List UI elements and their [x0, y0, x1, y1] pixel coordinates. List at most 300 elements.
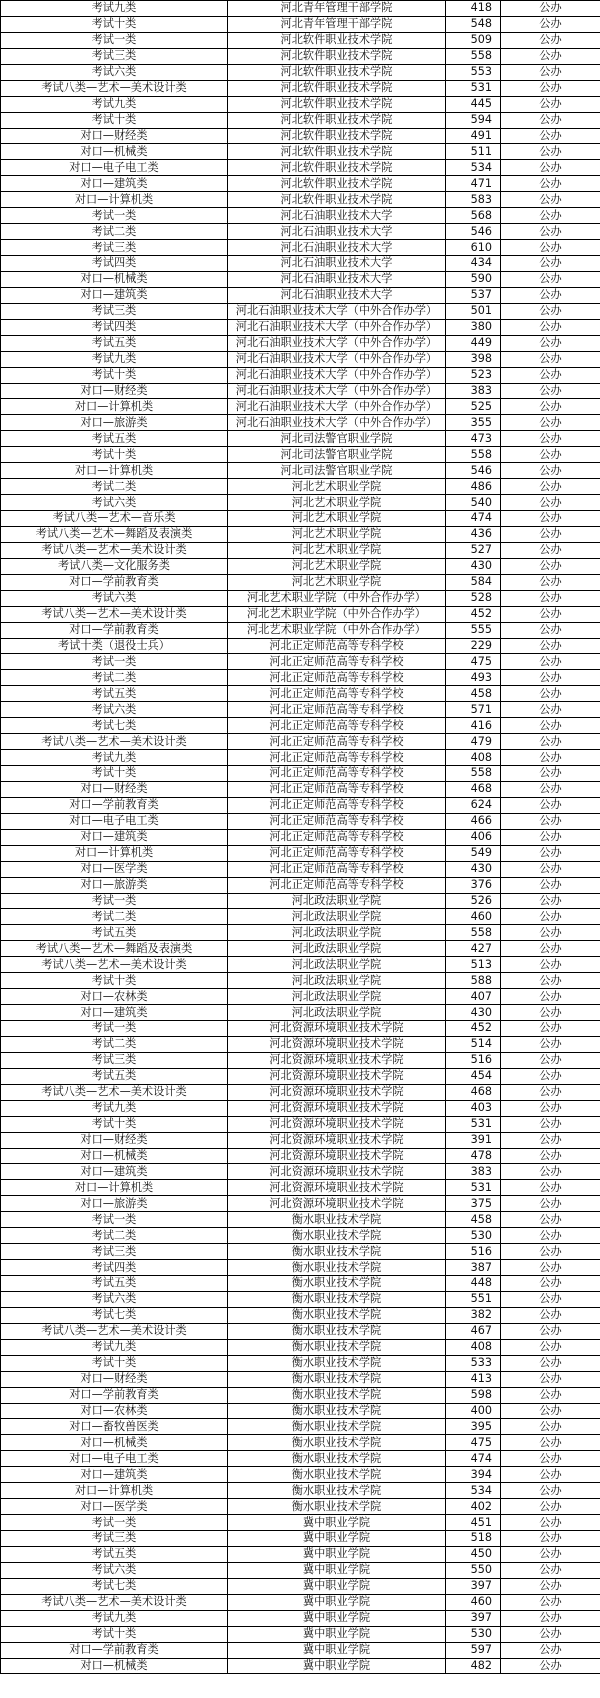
- type-cell: 公办: [501, 1148, 600, 1164]
- school-cell: 冀中职业学院: [228, 1610, 446, 1626]
- type-cell: 公办: [501, 208, 600, 224]
- category-cell: 对口—学前教育类: [1, 622, 228, 638]
- score-cell: 355: [446, 415, 501, 431]
- table-row: [1, 542, 600, 558]
- score-cell: 406: [446, 829, 501, 845]
- score-cell: 540: [446, 495, 501, 511]
- table-row: [1, 1291, 600, 1307]
- category-cell: 对口—机械类: [1, 271, 228, 287]
- score-cell: 391: [446, 1132, 501, 1148]
- category-cell: 考试九类: [1, 1, 228, 17]
- score-cell: 416: [446, 718, 501, 734]
- category-cell: 考试八类—艺术—舞蹈及表演类: [1, 941, 228, 957]
- school-cell: 河北青年管理干部学院: [228, 16, 446, 32]
- school-cell: 河北正定师范高等专科学校: [228, 781, 446, 797]
- table-row: [1, 606, 600, 622]
- type-cell: 公办: [501, 240, 600, 256]
- score-cell: 509: [446, 32, 501, 48]
- school-cell: 衡水职业技术学院: [228, 1276, 446, 1292]
- score-cell: 523: [446, 367, 501, 383]
- table-row: [1, 447, 600, 463]
- score-cell: 513: [446, 957, 501, 973]
- score-cell: 546: [446, 224, 501, 240]
- school-cell: 河北石油职业技术大学: [228, 240, 446, 256]
- score-cell: 479: [446, 734, 501, 750]
- table-row: [1, 1005, 600, 1021]
- score-cell: 527: [446, 542, 501, 558]
- type-cell: 公办: [501, 1658, 600, 1674]
- school-cell: 河北石油职业技术大学（中外合作办学）: [228, 415, 446, 431]
- category-cell: 考试一类: [1, 893, 228, 909]
- school-cell: 河北石油职业技术大学: [228, 287, 446, 303]
- type-cell: 公办: [501, 654, 600, 670]
- school-cell: 河北正定师范高等专科学校: [228, 877, 446, 893]
- table-row: [1, 1387, 600, 1403]
- type-cell: 公办: [501, 1116, 600, 1132]
- school-cell: 河北政法职业学院: [228, 893, 446, 909]
- category-cell: 考试一类: [1, 1212, 228, 1228]
- category-cell: 考试三类: [1, 240, 228, 256]
- school-cell: 河北艺术职业学院: [228, 574, 446, 590]
- score-cell: 571: [446, 702, 501, 718]
- table-row: [1, 1323, 600, 1339]
- category-cell: 对口—电子电工类: [1, 160, 228, 176]
- school-cell: 河北软件职业技术学院: [228, 80, 446, 96]
- school-cell: 衡水职业技术学院: [228, 1419, 446, 1435]
- category-cell: 考试五类: [1, 1546, 228, 1562]
- type-cell: 公办: [501, 1451, 600, 1467]
- school-cell: 河北资源环境职业技术学院: [228, 1148, 446, 1164]
- score-cell: 413: [446, 1371, 501, 1387]
- table-row: [1, 160, 600, 176]
- category-cell: 考试十类: [1, 766, 228, 782]
- type-cell: 公办: [501, 606, 600, 622]
- table-row: [1, 64, 600, 80]
- table-row: [1, 1642, 600, 1658]
- score-cell: 452: [446, 606, 501, 622]
- school-cell: 衡水职业技术学院: [228, 1387, 446, 1403]
- category-cell: 考试九类: [1, 1100, 228, 1116]
- score-cell: 537: [446, 287, 501, 303]
- school-cell: 河北政法职业学院: [228, 957, 446, 973]
- category-cell: 对口—财经类: [1, 128, 228, 144]
- table-row: [1, 96, 600, 112]
- type-cell: 公办: [501, 766, 600, 782]
- school-cell: 冀中职业学院: [228, 1578, 446, 1594]
- type-cell: 公办: [501, 256, 600, 272]
- table-row: [1, 319, 600, 335]
- table-row: [1, 1036, 600, 1052]
- category-cell: 考试八类—艺术—美术设计类: [1, 1323, 228, 1339]
- school-cell: 衡水职业技术学院: [228, 1228, 446, 1244]
- category-cell: 考试八类—艺术—舞蹈及表演类: [1, 526, 228, 542]
- school-cell: 冀中职业学院: [228, 1626, 446, 1642]
- category-cell: 对口—机械类: [1, 1148, 228, 1164]
- type-cell: 公办: [501, 415, 600, 431]
- type-cell: 公办: [501, 367, 600, 383]
- score-cell: 534: [446, 160, 501, 176]
- table-row: [1, 224, 600, 240]
- category-cell: 考试九类: [1, 750, 228, 766]
- table-row: [1, 558, 600, 574]
- school-cell: 河北艺术职业学院: [228, 479, 446, 495]
- type-cell: 公办: [501, 702, 600, 718]
- type-cell: 公办: [501, 1212, 600, 1228]
- table-row: [1, 303, 600, 319]
- category-cell: 考试一类: [1, 1515, 228, 1531]
- school-cell: 河北石油职业技术大学（中外合作办学）: [228, 367, 446, 383]
- type-cell: 公办: [501, 80, 600, 96]
- type-cell: 公办: [501, 813, 600, 829]
- category-cell: 考试八类—艺术—美术设计类: [1, 1594, 228, 1610]
- category-cell: 考试八类—艺术—音乐类: [1, 511, 228, 527]
- table-row: [1, 351, 600, 367]
- type-cell: 公办: [501, 224, 600, 240]
- school-cell: 河北资源环境职业技术学院: [228, 1100, 446, 1116]
- category-cell: 对口—建筑类: [1, 829, 228, 845]
- table-row: [1, 1499, 600, 1515]
- type-cell: 公办: [501, 1339, 600, 1355]
- table-row: [1, 1132, 600, 1148]
- category-cell: 对口—建筑类: [1, 1467, 228, 1483]
- category-cell: 对口—旅游类: [1, 1196, 228, 1212]
- table-row: [1, 1483, 600, 1499]
- score-cell: 449: [446, 335, 501, 351]
- school-cell: 冀中职业学院: [228, 1515, 446, 1531]
- score-cell: 427: [446, 941, 501, 957]
- school-cell: 河北政法职业学院: [228, 925, 446, 941]
- score-cell: 403: [446, 1100, 501, 1116]
- score-cell: 430: [446, 1005, 501, 1021]
- score-cell: 528: [446, 590, 501, 606]
- table-row: [1, 766, 600, 782]
- score-cell: 555: [446, 622, 501, 638]
- category-cell: 考试八类—艺术—美术设计类: [1, 606, 228, 622]
- category-cell: 对口—计算机类: [1, 463, 228, 479]
- table-row: [1, 128, 600, 144]
- score-cell: 549: [446, 845, 501, 861]
- type-cell: 公办: [501, 112, 600, 128]
- category-cell: 对口—学前教育类: [1, 1642, 228, 1658]
- type-cell: 公办: [501, 1180, 600, 1196]
- table-row: [1, 781, 600, 797]
- school-cell: 河北软件职业技术学院: [228, 192, 446, 208]
- school-cell: 河北软件职业技术学院: [228, 48, 446, 64]
- type-cell: 公办: [501, 32, 600, 48]
- school-cell: 河北资源环境职业技术学院: [228, 1180, 446, 1196]
- score-cell: 530: [446, 1626, 501, 1642]
- score-cell: 445: [446, 96, 501, 112]
- category-cell: 考试九类: [1, 96, 228, 112]
- score-cell: 451: [446, 1515, 501, 1531]
- school-cell: 河北资源环境职业技术学院: [228, 1084, 446, 1100]
- category-cell: 对口—建筑类: [1, 1164, 228, 1180]
- score-cell: 400: [446, 1403, 501, 1419]
- score-cell: 530: [446, 1228, 501, 1244]
- category-cell: 考试十类: [1, 447, 228, 463]
- type-cell: 公办: [501, 511, 600, 527]
- score-cell: 395: [446, 1419, 501, 1435]
- score-cell: 511: [446, 144, 501, 160]
- category-cell: 考试九类: [1, 351, 228, 367]
- category-cell: 考试四类: [1, 256, 228, 272]
- school-cell: 河北资源环境职业技术学院: [228, 1052, 446, 1068]
- type-cell: 公办: [501, 1244, 600, 1260]
- score-cell: 482: [446, 1658, 501, 1674]
- school-cell: 河北艺术职业学院: [228, 542, 446, 558]
- category-cell: 对口—计算机类: [1, 845, 228, 861]
- type-cell: 公办: [501, 638, 600, 654]
- school-cell: 河北资源环境职业技术学院: [228, 1164, 446, 1180]
- type-cell: 公办: [501, 861, 600, 877]
- type-cell: 公办: [501, 447, 600, 463]
- school-cell: 河北正定师范高等专科学校: [228, 845, 446, 861]
- school-cell: 河北正定师范高等专科学校: [228, 734, 446, 750]
- table-row: [1, 686, 600, 702]
- category-cell: 考试十类: [1, 973, 228, 989]
- category-cell: 对口—旅游类: [1, 877, 228, 893]
- score-cell: 493: [446, 670, 501, 686]
- category-cell: 考试十类: [1, 1355, 228, 1371]
- score-cell: 473: [446, 431, 501, 447]
- score-cell: 558: [446, 48, 501, 64]
- table-row: [1, 1100, 600, 1116]
- table-row: [1, 1196, 600, 1212]
- school-cell: 冀中职业学院: [228, 1531, 446, 1547]
- score-cell: 594: [446, 112, 501, 128]
- table-row: [1, 415, 600, 431]
- table-row: [1, 957, 600, 973]
- type-cell: 公办: [501, 1355, 600, 1371]
- table-row: [1, 638, 600, 654]
- score-cell: 553: [446, 64, 501, 80]
- school-cell: 河北政法职业学院: [228, 989, 446, 1005]
- category-cell: 对口—旅游类: [1, 415, 228, 431]
- category-cell: 考试六类: [1, 1291, 228, 1307]
- table-row: [1, 734, 600, 750]
- table-row: [1, 1658, 600, 1674]
- score-cell: 478: [446, 1148, 501, 1164]
- type-cell: 公办: [501, 845, 600, 861]
- type-cell: 公办: [501, 1100, 600, 1116]
- score-cell: 458: [446, 1212, 501, 1228]
- type-cell: 公办: [501, 1260, 600, 1276]
- type-cell: 公办: [501, 1036, 600, 1052]
- table-row: [1, 1, 600, 17]
- school-cell: 河北资源环境职业技术学院: [228, 1068, 446, 1084]
- table-row: [1, 1467, 600, 1483]
- table-row: [1, 335, 600, 351]
- category-cell: 对口—机械类: [1, 1658, 228, 1674]
- school-cell: 河北艺术职业学院（中外合作办学）: [228, 622, 446, 638]
- category-cell: 考试二类: [1, 479, 228, 495]
- school-cell: 河北艺术职业学院: [228, 511, 446, 527]
- school-cell: 衡水职业技术学院: [228, 1435, 446, 1451]
- score-cell: 407: [446, 989, 501, 1005]
- school-cell: 河北政法职业学院: [228, 941, 446, 957]
- type-cell: 公办: [501, 558, 600, 574]
- school-cell: 河北正定师范高等专科学校: [228, 813, 446, 829]
- type-cell: 公办: [501, 399, 600, 415]
- school-cell: 河北正定师范高等专科学校: [228, 829, 446, 845]
- category-cell: 考试三类: [1, 48, 228, 64]
- type-cell: 公办: [501, 1307, 600, 1323]
- table-row: [1, 1562, 600, 1578]
- type-cell: 公办: [501, 351, 600, 367]
- school-cell: 衡水职业技术学院: [228, 1323, 446, 1339]
- type-cell: 公办: [501, 160, 600, 176]
- table-row: [1, 1021, 600, 1037]
- table-row: [1, 1531, 600, 1547]
- category-cell: 对口—建筑类: [1, 1005, 228, 1021]
- table-row: [1, 1339, 600, 1355]
- table-row: [1, 1068, 600, 1084]
- table-row: [1, 495, 600, 511]
- table-row: [1, 893, 600, 909]
- school-cell: 河北软件职业技术学院: [228, 176, 446, 192]
- type-cell: 公办: [501, 1084, 600, 1100]
- table-row: [1, 176, 600, 192]
- score-cell: 514: [446, 1036, 501, 1052]
- score-cell: 533: [446, 1355, 501, 1371]
- score-cell: 583: [446, 192, 501, 208]
- score-cell: 380: [446, 319, 501, 335]
- type-cell: 公办: [501, 1499, 600, 1515]
- category-cell: 考试五类: [1, 1276, 228, 1292]
- school-cell: 冀中职业学院: [228, 1562, 446, 1578]
- type-cell: 公办: [501, 1052, 600, 1068]
- type-cell: 公办: [501, 989, 600, 1005]
- score-cell: 383: [446, 383, 501, 399]
- category-cell: 考试十类: [1, 1626, 228, 1642]
- category-cell: 考试一类: [1, 32, 228, 48]
- table-row: [1, 144, 600, 160]
- table-row: [1, 909, 600, 925]
- score-cell: 408: [446, 750, 501, 766]
- category-cell: 考试八类—艺术—美术设计类: [1, 957, 228, 973]
- category-cell: 考试三类: [1, 1052, 228, 1068]
- category-cell: 对口—医学类: [1, 1499, 228, 1515]
- table-row: [1, 383, 600, 399]
- type-cell: 公办: [501, 526, 600, 542]
- type-cell: 公办: [501, 96, 600, 112]
- type-cell: 公办: [501, 1291, 600, 1307]
- type-cell: 公办: [501, 64, 600, 80]
- category-cell: 考试十类: [1, 16, 228, 32]
- type-cell: 公办: [501, 1610, 600, 1626]
- table-row: [1, 431, 600, 447]
- table-row: [1, 1276, 600, 1292]
- school-cell: 衡水职业技术学院: [228, 1451, 446, 1467]
- type-cell: 公办: [501, 750, 600, 766]
- category-cell: 对口—财经类: [1, 1371, 228, 1387]
- type-cell: 公办: [501, 48, 600, 64]
- table-row: [1, 813, 600, 829]
- table-row: [1, 925, 600, 941]
- school-cell: 河北石油职业技术大学（中外合作办学）: [228, 335, 446, 351]
- category-cell: 考试二类: [1, 1228, 228, 1244]
- type-cell: 公办: [501, 542, 600, 558]
- school-cell: 河北政法职业学院: [228, 1005, 446, 1021]
- type-cell: 公办: [501, 909, 600, 925]
- type-cell: 公办: [501, 463, 600, 479]
- table-row: [1, 877, 600, 893]
- category-cell: 对口—学前教育类: [1, 574, 228, 590]
- type-cell: 公办: [501, 686, 600, 702]
- table-row: [1, 1260, 600, 1276]
- type-cell: 公办: [501, 925, 600, 941]
- type-cell: 公办: [501, 797, 600, 813]
- school-cell: 河北艺术职业学院（中外合作办学）: [228, 606, 446, 622]
- school-cell: 河北正定师范高等专科学校: [228, 654, 446, 670]
- score-cell: 534: [446, 1483, 501, 1499]
- category-cell: 考试六类: [1, 64, 228, 80]
- category-cell: 考试六类: [1, 590, 228, 606]
- school-cell: 河北政法职业学院: [228, 973, 446, 989]
- school-cell: 衡水职业技术学院: [228, 1371, 446, 1387]
- school-cell: 河北石油职业技术大学（中外合作办学）: [228, 303, 446, 319]
- type-cell: 公办: [501, 1419, 600, 1435]
- score-cell: 588: [446, 973, 501, 989]
- category-cell: 考试三类: [1, 1531, 228, 1547]
- table-row: [1, 463, 600, 479]
- type-cell: 公办: [501, 1531, 600, 1547]
- type-cell: 公办: [501, 128, 600, 144]
- type-cell: 公办: [501, 16, 600, 32]
- type-cell: 公办: [501, 335, 600, 351]
- type-cell: 公办: [501, 1435, 600, 1451]
- score-cell: 474: [446, 511, 501, 527]
- table-row: [1, 702, 600, 718]
- school-cell: 冀中职业学院: [228, 1658, 446, 1674]
- type-cell: 公办: [501, 781, 600, 797]
- type-cell: 公办: [501, 383, 600, 399]
- score-cell: 448: [446, 1276, 501, 1292]
- category-cell: 考试十类: [1, 1116, 228, 1132]
- table-row: [1, 1515, 600, 1531]
- score-cell: 501: [446, 303, 501, 319]
- category-cell: 考试六类: [1, 1562, 228, 1578]
- score-cell: 408: [446, 1339, 501, 1355]
- category-cell: 考试一类: [1, 654, 228, 670]
- type-cell: 公办: [501, 1164, 600, 1180]
- school-cell: 河北正定师范高等专科学校: [228, 718, 446, 734]
- table-row: [1, 654, 600, 670]
- table-row: [1, 1164, 600, 1180]
- score-cell: 467: [446, 1323, 501, 1339]
- type-cell: 公办: [501, 877, 600, 893]
- score-cell: 486: [446, 479, 501, 495]
- type-cell: 公办: [501, 973, 600, 989]
- table-row: [1, 1084, 600, 1100]
- score-cell: 550: [446, 1562, 501, 1578]
- score-cell: 525: [446, 399, 501, 415]
- category-cell: 考试八类—艺术—美术设计类: [1, 542, 228, 558]
- school-cell: 河北资源环境职业技术学院: [228, 1021, 446, 1037]
- table-row: [1, 526, 600, 542]
- school-cell: 河北正定师范高等专科学校: [228, 766, 446, 782]
- type-cell: 公办: [501, 1068, 600, 1084]
- category-cell: 考试七类: [1, 1307, 228, 1323]
- score-cell: 460: [446, 909, 501, 925]
- table-row: [1, 861, 600, 877]
- score-cell: 387: [446, 1260, 501, 1276]
- score-cell: 475: [446, 1435, 501, 1451]
- score-cell: 516: [446, 1052, 501, 1068]
- score-cell: 610: [446, 240, 501, 256]
- type-cell: 公办: [501, 1387, 600, 1403]
- type-cell: 公办: [501, 1005, 600, 1021]
